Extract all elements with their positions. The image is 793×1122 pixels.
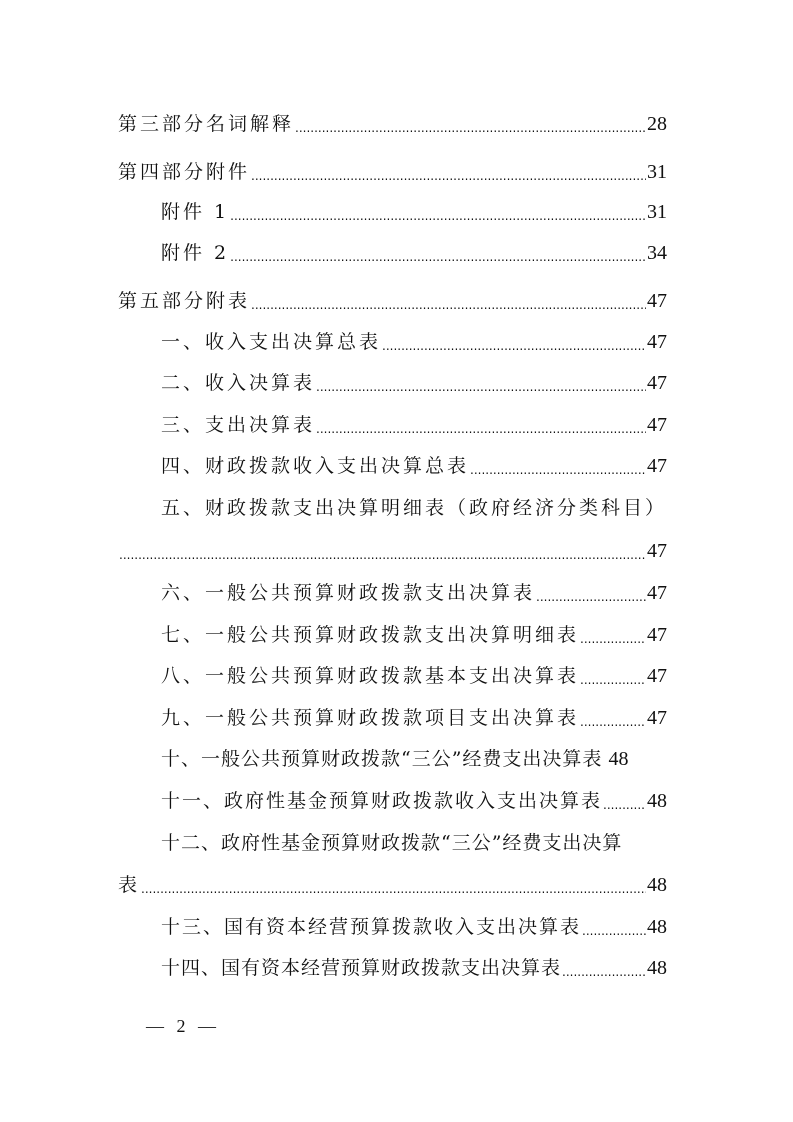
toc-entry-table-2[interactable] bbox=[161, 368, 667, 398]
toc-leader-dots bbox=[580, 669, 646, 691]
toc-entry-title: 二、收入决算表 bbox=[161, 372, 316, 394]
toc-entry-title: 第三部分名词解释 bbox=[118, 113, 295, 135]
toc-entry-table-1[interactable] bbox=[161, 327, 667, 357]
toc-entry-part3[interactable] bbox=[118, 109, 667, 139]
toc-leader-dots bbox=[119, 544, 646, 566]
toc-leader-dots bbox=[230, 205, 646, 227]
toc-entry-page: 47 bbox=[647, 372, 667, 394]
toc-entry-page: 28 bbox=[647, 113, 667, 135]
toc-entry-page: 48 bbox=[647, 874, 667, 896]
toc-entry-page: 48 bbox=[647, 957, 667, 979]
toc-entry-title: 十、一般公共预算财政拨款“三公”经费支出决算表 bbox=[161, 748, 603, 770]
toc-entry-title: 七、一般公共预算财政拨款支出决算明细表 bbox=[161, 624, 580, 646]
toc-entry-title: 十三、国有资本经营预算拨款收入支出决算表 bbox=[161, 916, 582, 938]
toc-entry-title: 附件 2 bbox=[161, 242, 230, 264]
toc-entry-page: 47 bbox=[647, 540, 667, 562]
toc-entry-title: 三、支出决算表 bbox=[161, 414, 316, 436]
toc-entry-title: 第四部分附件 bbox=[118, 161, 251, 183]
toc-entry-title: 八、一般公共预算财政拨款基本支出决算表 bbox=[161, 665, 580, 687]
toc-entry-page: 47 bbox=[647, 290, 667, 312]
toc-entry-page: 47 bbox=[647, 455, 667, 477]
toc-leader-dots bbox=[141, 878, 646, 900]
toc-entry-attachment-2[interactable] bbox=[161, 238, 667, 268]
toc-leader-dots bbox=[230, 246, 646, 268]
toc-entry-page: 48 bbox=[647, 916, 667, 938]
toc-entry-page: 31 bbox=[647, 201, 667, 223]
toc-entry-title: 四、财政拨款收入支出决算总表 bbox=[161, 455, 470, 477]
toc-leader-dots bbox=[470, 459, 646, 481]
toc-entry-page: 48 bbox=[608, 748, 629, 770]
toc-entry-table-5-leader[interactable] bbox=[118, 536, 667, 566]
toc-entry-page: 47 bbox=[647, 582, 667, 604]
toc-entry-title: 第五部分附表 bbox=[118, 290, 251, 312]
toc-entry-page: 48 bbox=[647, 790, 667, 812]
toc-leader-dots bbox=[316, 376, 646, 398]
toc-entry-page: 47 bbox=[647, 707, 667, 729]
toc-entry-title: 十二、政府性基金预算财政拨款“三公”经费支出决算 bbox=[161, 832, 623, 854]
toc-entry-table-7[interactable] bbox=[161, 620, 667, 650]
toc-entry-title: 五、财政拨款支出决算明细表（政府经济分类科目） bbox=[161, 497, 668, 519]
toc-entry-title: 十一、政府性基金预算财政拨款收入支出决算表 bbox=[161, 790, 603, 812]
toc-leader-dots bbox=[562, 961, 646, 983]
toc-entry-table-4[interactable] bbox=[161, 451, 667, 481]
toc-entry-page: 31 bbox=[647, 161, 667, 183]
page-number-footer: — 2 — bbox=[146, 1016, 220, 1036]
toc-entry-title: 一、收入支出决算总表 bbox=[161, 331, 382, 353]
toc-entry-page: 47 bbox=[647, 665, 667, 687]
toc-entry-table-12-cont[interactable] bbox=[118, 870, 667, 900]
toc-entry-table-3[interactable] bbox=[161, 410, 667, 440]
toc-leader-dots bbox=[536, 586, 646, 608]
toc-leader-dots bbox=[603, 794, 646, 816]
toc-leader-dots bbox=[295, 117, 646, 139]
toc-leader-dots bbox=[251, 294, 646, 316]
toc-entry-table-14[interactable] bbox=[161, 953, 667, 983]
toc-entry-page: 47 bbox=[647, 624, 667, 646]
toc-entry-part5[interactable] bbox=[118, 286, 667, 316]
toc-entry-attachment-1[interactable] bbox=[161, 197, 667, 227]
toc-leader-dots bbox=[251, 165, 646, 187]
toc-entry-page: 34 bbox=[647, 242, 667, 264]
toc-leader-dots bbox=[382, 335, 646, 357]
toc-leader-dots bbox=[580, 711, 646, 733]
toc-entry-title: 九、一般公共预算财政拨款项目支出决算表 bbox=[161, 707, 580, 729]
toc-entry-page: 47 bbox=[647, 414, 667, 436]
toc-entry-table-10[interactable] bbox=[161, 744, 667, 774]
toc-entry-table-12[interactable] bbox=[161, 828, 667, 858]
toc-entry-table-9[interactable] bbox=[161, 703, 667, 733]
toc-entry-page: 47 bbox=[647, 331, 667, 353]
toc-entry-table-6[interactable] bbox=[161, 578, 667, 608]
toc-entry-table-13[interactable] bbox=[161, 912, 667, 942]
toc-entry-table-5[interactable] bbox=[161, 493, 667, 523]
toc-leader-dots bbox=[316, 418, 646, 440]
toc-entry-title: 六、一般公共预算财政拨款支出决算表 bbox=[161, 582, 536, 604]
toc-entry-title: 表 bbox=[118, 874, 141, 896]
toc-leader-dots bbox=[580, 628, 646, 650]
toc-entry-title: 十四、国有资本经营预算财政拨款支出决算表 bbox=[161, 957, 562, 979]
toc-leader-dots bbox=[582, 920, 646, 942]
toc-entry-table-11[interactable] bbox=[161, 786, 667, 816]
toc-entry-part4[interactable] bbox=[118, 157, 667, 187]
toc-entry-title: 附件 1 bbox=[161, 201, 230, 223]
toc-entry-table-8[interactable] bbox=[161, 661, 667, 691]
